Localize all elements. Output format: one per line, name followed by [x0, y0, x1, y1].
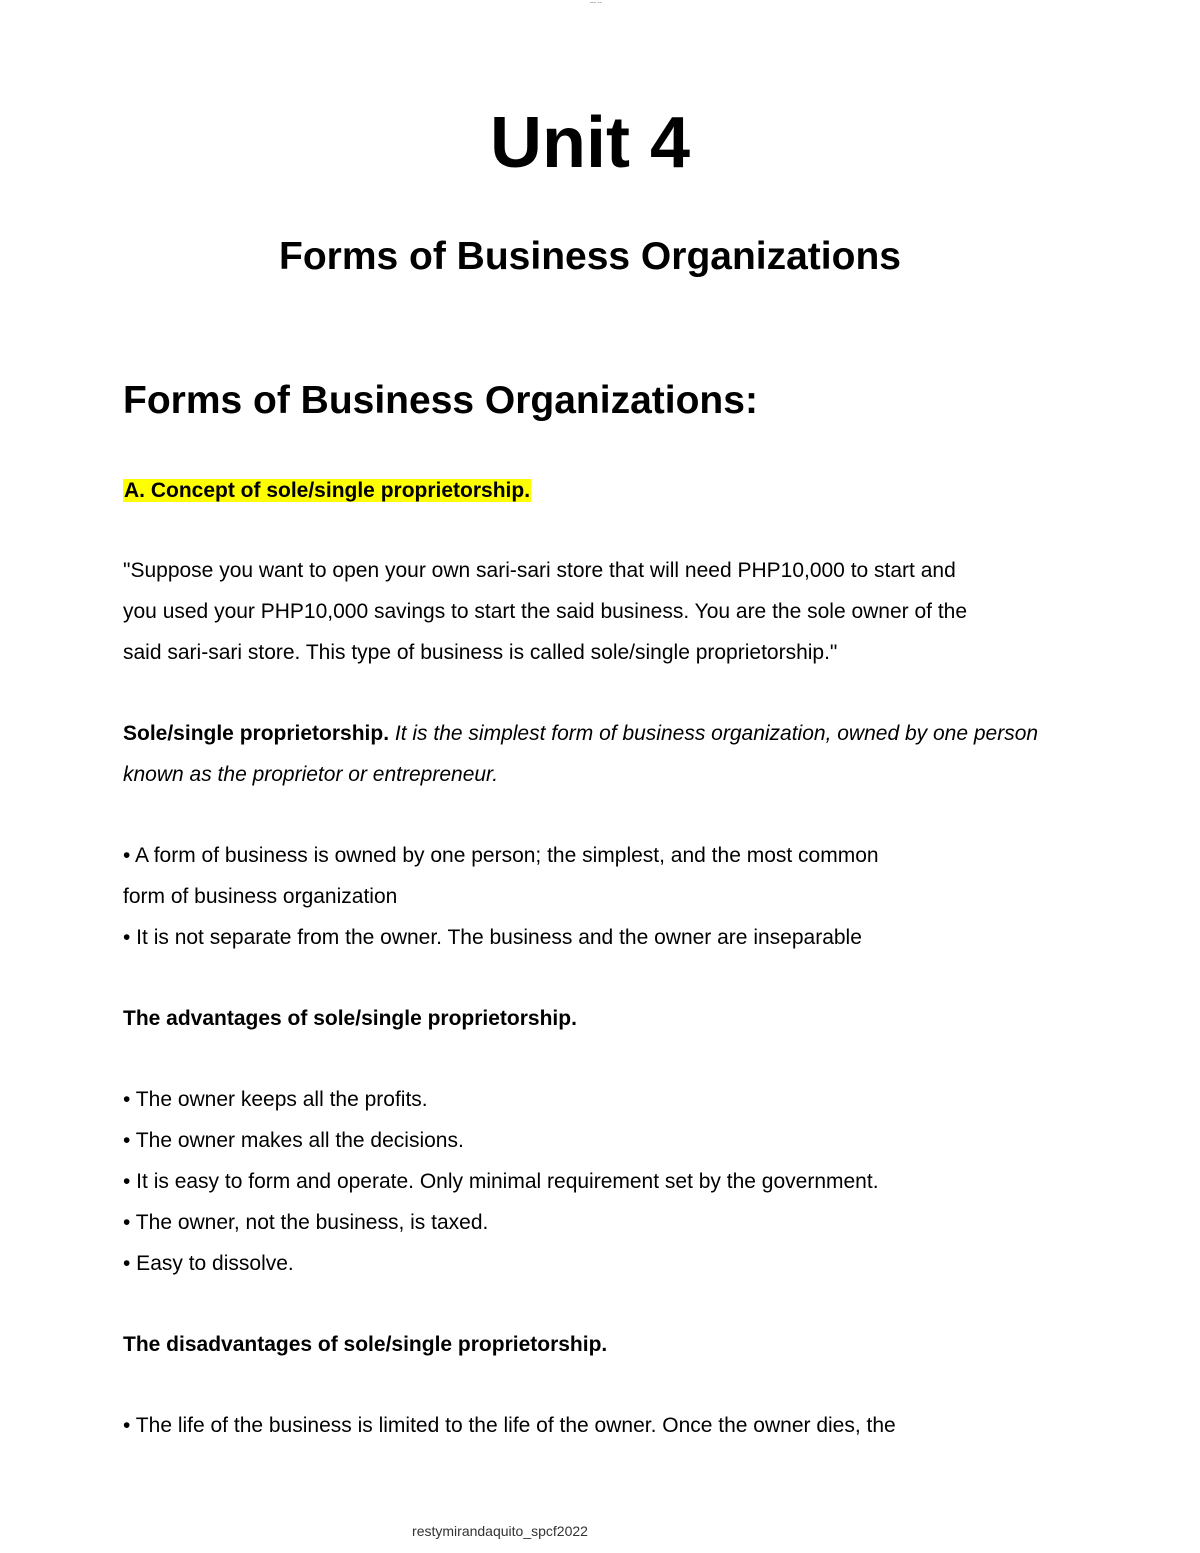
list-item: form of business organization: [123, 885, 398, 908]
document-content: [123, 376, 1183, 1446]
page-footer: restymirandaquito_spcf2022: [412, 1523, 588, 1539]
description-list: [123, 835, 1183, 958]
list-item: • Easy to dissolve.: [123, 1252, 294, 1275]
definition-line: [123, 713, 1183, 754]
list-item: • A form of business is owned by one person; the simplest, and the most common: [123, 844, 879, 867]
concept-heading: [123, 476, 1183, 506]
quote-line: you used your PHP10,000 savings to start the said business. You are the sole owner of the: [123, 600, 968, 623]
highlighted-concept-label: A. Concept of sole/single proprietorship.: [124, 479, 531, 502]
page-top-mark: --- --: [590, 0, 602, 6]
list-item: • The life of the business is limited to the life of the owner. Once the owner dies, the: [123, 1414, 896, 1437]
definition-block: [123, 713, 1183, 795]
disadvantages-heading: The disadvantages of sole/single proprietorship.: [123, 1333, 608, 1356]
definition-text: It is the simplest form of business organization, owned by one person: [389, 722, 1039, 745]
advantages-list: [123, 1079, 1183, 1284]
sari-sari-quote: [123, 550, 1183, 673]
list-item: • It is not separate from the owner. The business and the owner are inseparable: [123, 926, 862, 949]
list-item: • The owner keeps all the profits.: [123, 1088, 428, 1111]
list-item: • The owner makes all the decisions.: [123, 1129, 464, 1152]
section-heading: Forms of Business Organizations:: [123, 379, 758, 422]
disadvantages-list: [123, 1405, 1183, 1446]
list-item: • The owner, not the business, is taxed.: [123, 1211, 489, 1234]
quote-line: "Suppose you want to open your own sari-sari store that will need PHP10,000 to start and: [123, 559, 956, 582]
definition-term: Sole/single proprietorship.: [123, 722, 390, 745]
unit-title: Unit 4: [489, 103, 690, 183]
list-item: • It is easy to form and operate. Only minimal requirement set by the government.: [123, 1170, 879, 1193]
definition-text-continued: known as the proprietor or entrepreneur.: [123, 763, 499, 786]
quote-line: said sari-sari store. This type of business is called sole/single proprietorship.": [123, 641, 838, 664]
advantages-heading: The advantages of sole/single proprietorship.: [123, 1007, 577, 1030]
unit-subtitle: Forms of Business Organizations: [279, 235, 901, 278]
